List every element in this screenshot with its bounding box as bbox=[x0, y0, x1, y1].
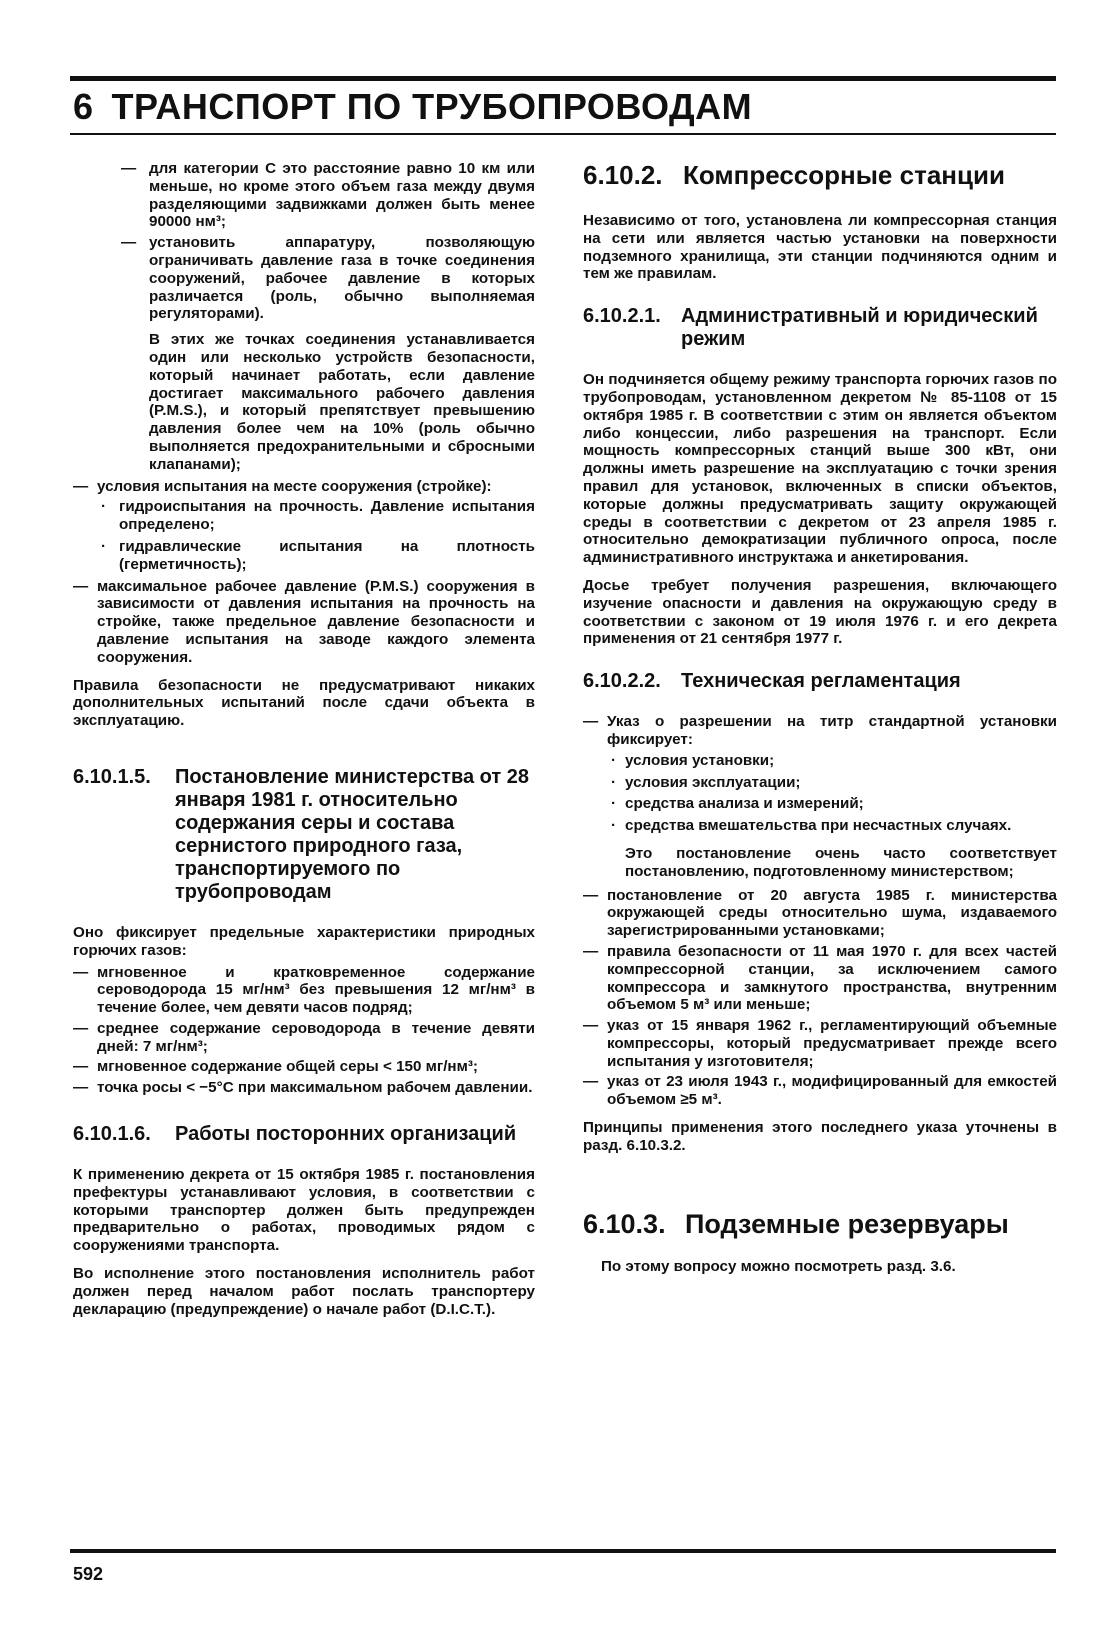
section-heading bbox=[583, 670, 1057, 693]
list-item-text: среднее содержание сероводорода в течение девяти дней: 7 мг/нм³; bbox=[97, 1019, 535, 1055]
list-item-text: мгновенное содержание общей серы < 150 мг/нм³; bbox=[97, 1058, 478, 1076]
list-item bbox=[583, 1017, 1057, 1070]
chapter-number: 6 bbox=[73, 86, 94, 127]
dash-marker: — bbox=[73, 1079, 89, 1097]
paragraph: По этому вопросу можно посмотреть разд. 3.6. bbox=[601, 1257, 956, 1275]
section-title: Техническая регламентация bbox=[681, 670, 961, 693]
paragraph: Это постановление очень часто соответствует постановлению, подготовленному министерством; bbox=[625, 844, 1057, 880]
page-number: 592 bbox=[73, 1564, 104, 1584]
paragraph: Принципы применения этого последнего указа уточнены в разд. 6.10.3.2. bbox=[583, 1119, 1057, 1154]
bullet-item bbox=[73, 538, 535, 574]
dash-marker: — bbox=[121, 160, 137, 177]
section-number: 6.10.2. bbox=[583, 160, 663, 190]
bullet-marker: · bbox=[611, 817, 617, 835]
list-item-text: указ от 15 января 1962 г., регламентирующий объемные компрессоры, который предусматривает прежде всего испытания у изготовителя; bbox=[607, 1017, 1057, 1070]
section-title: Компрессорные станции bbox=[683, 160, 1005, 190]
list-item-text: точка росы < −5°С при максимальном рабочем давлении. bbox=[97, 1079, 533, 1097]
section-heading bbox=[583, 160, 1057, 190]
section-number: 6.10.2.2. bbox=[583, 670, 661, 693]
list-item-text: указ от 23 июля 1943 г., модифицированный для емкостей объемом ≥5 м³. bbox=[607, 1073, 1057, 1109]
section-number: 6.10.1.6. bbox=[73, 1123, 151, 1146]
section-heading bbox=[583, 305, 1057, 351]
dash-marker: — bbox=[583, 713, 599, 731]
bullet-marker: · bbox=[101, 498, 107, 516]
chapter-title: ТРАНСПОРТ ПО ТРУБОПРОВОДАМ bbox=[111, 86, 753, 127]
dash-marker: — bbox=[583, 942, 599, 960]
list-item bbox=[583, 1073, 1057, 1109]
bullet-item-text: средства анализа и измерений; bbox=[625, 795, 864, 813]
bullet-item-text: средства вмешательства при несчастных случаях. bbox=[625, 817, 1012, 835]
bullet-marker: · bbox=[101, 537, 107, 555]
section-heading bbox=[583, 1209, 1057, 1240]
list-item-text: для категории С это расстояние равно 10 км или меньше, но кроме этого объем газа между двумя разделяющими задвижками должен быть менее 90000 нм³; bbox=[149, 160, 535, 231]
list-item-text: правила безопасности от 11 мая 1970 г. для всех частей компрессорной станции, за исключением самого компрессора и замкнутого пространства, внутренним объемом 5 м³ или меньше; bbox=[607, 942, 1057, 1014]
bullet-item bbox=[73, 498, 535, 534]
paragraph: Независимо от того, установлена ли компрессорная станция на сети или является частью установки на поверхности подземного хранилища, эти станции подчиняются одним и тем же правилам. bbox=[583, 212, 1057, 283]
list-item bbox=[73, 478, 535, 496]
list-item bbox=[73, 1058, 535, 1076]
bullet-item-text: условия эксплуатации; bbox=[625, 773, 801, 791]
header-rule-top bbox=[70, 76, 1056, 81]
paragraph: Досье требует получения разрешения, включающего изучение опасности и давления на окружающую среду в соответствии с законом от 19 июля 1976 г. и его декрета применения от 21 сентября 1977 г. bbox=[583, 576, 1057, 648]
section-heading bbox=[73, 766, 535, 904]
list-item bbox=[73, 1020, 535, 1056]
list-item bbox=[73, 578, 535, 667]
bullet-item bbox=[583, 795, 1057, 813]
section-title: Подземные резервуары bbox=[685, 1208, 1009, 1239]
section-number: 6.10.2.1. bbox=[583, 305, 661, 328]
dash-marker: — bbox=[583, 1017, 599, 1035]
bullet-item bbox=[583, 774, 1057, 792]
bullet-item bbox=[583, 752, 1057, 770]
dash-marker: — bbox=[583, 886, 599, 904]
bullet-item bbox=[583, 817, 1057, 835]
section-number: 6.10.3. bbox=[583, 1208, 666, 1239]
list-item bbox=[73, 234, 535, 323]
running-title bbox=[73, 86, 752, 128]
dash-marker: — bbox=[73, 1019, 89, 1037]
list-item-text: максимальное рабочее давление (P.M.S.) сооружения в зависимости от давления испытания на прочность на стройке, также предельное давление безопасности и давление испытания на заводе каждого элемента сооружения. bbox=[97, 577, 535, 666]
dash-marker: — bbox=[73, 477, 89, 495]
list-item bbox=[73, 964, 535, 1017]
paragraph: Он подчиняется общему режиму транспорта горючих газов по трубопроводам, установленном декретом № 85-1108 от 15 октября 1985 г. В соответствии с этим он является объектом либо концессии, либо разрешения на транспорт. Если мощность компрессорных станций выше 300 кВт, они должны иметь разрешение на эксплуатацию с точки зрения правил для установок, включенных в списки объектов, которые должны предусматривать защиту окружающей среды в соответствии с декретом от 23 апреля 1985 г. относительно демократизации публичного опроса, после административного инструктажа и анкетирования. bbox=[583, 371, 1057, 567]
bullet-item-text: гидроиспытания на прочность. Давление испытания определено; bbox=[119, 498, 535, 534]
paragraph: Оно фиксирует предельные характеристики природных горючих газов: bbox=[73, 923, 535, 959]
section-title: Работы посторонних организаций bbox=[175, 1123, 517, 1146]
dash-marker: — bbox=[583, 1073, 599, 1091]
right-column bbox=[583, 160, 1057, 1275]
list-item-text: условия испытания на месте сооружения (стройке): bbox=[97, 477, 492, 495]
bullet-marker: · bbox=[611, 751, 617, 769]
list-item bbox=[583, 943, 1057, 1014]
paragraph: Правила безопасности не предусматривают никаких дополнительных испытаний после сдачи объекта в эксплуатацию. bbox=[73, 676, 535, 730]
list-item-text: мгновенное и кратковременное содержание сероводорода 15 мг/нм³ без превышения 12 мг/нм³ в течение более, чем девяти часов подряд; bbox=[97, 963, 535, 1017]
dash-marker: — bbox=[73, 1058, 89, 1076]
section-title: Административный и юридический режим bbox=[681, 305, 1038, 351]
bullet-item-text: условия установки; bbox=[625, 751, 775, 769]
footer-rule bbox=[70, 1549, 1056, 1553]
list-item bbox=[73, 160, 535, 231]
section-title: Постановление министерства от 28 января 1981 г. относительно содержания серы и состава сернистого природного газа, транспортируемого по трубопроводам bbox=[175, 765, 529, 903]
list-item bbox=[583, 713, 1057, 749]
paragraph: В этих же точках соединения устанавливается один или несколько устройств безопасности, который начинает работать, если давление достигает максимального рабочего давления (P.M.S.), и который препятствует превышению давления более чем на 10% (роль обычно выполняется предохранительными и сбросными клапанами); bbox=[149, 331, 535, 473]
bullet-marker: · bbox=[611, 773, 617, 791]
list-item-text: установить аппаратуру, позволяющую ограничивать давление газа в точке соединения сооружений, рабочее давление в которых различается (роль, обычно выполняемая регуляторами). bbox=[149, 234, 535, 323]
list-item-text: постановление от 20 августа 1985 г. министерства окружающей среды относительно шума, издаваемого зарегистрированными установками; bbox=[607, 886, 1057, 940]
dash-marker: — bbox=[73, 963, 89, 981]
left-column bbox=[73, 160, 535, 1318]
paragraph: Во исполнение этого постановления исполнитель работ должен перед началом работ послать транспортеру декларацию (предупреждение) о начале работ (D.I.C.T.). bbox=[73, 1265, 535, 1318]
section-number: 6.10.1.5. bbox=[73, 765, 151, 788]
header-rule-bottom bbox=[70, 133, 1056, 135]
bullet-marker: · bbox=[611, 795, 617, 813]
list-item bbox=[583, 887, 1057, 940]
dash-marker: — bbox=[73, 577, 89, 595]
paragraph: К применению декрета от 15 октября 1985 г. постановления префектуры устанавливают условия, в соответствии с которыми транспортер должен быть предупрежден предварительно о работах, проводимых рядом с сооружениями транспорта. bbox=[73, 1166, 535, 1255]
bullet-item-text: гидравлические испытания на плотность (герметичность); bbox=[119, 537, 535, 573]
list-item-text: Указ о разрешении на титр стандартной установки фиксирует: bbox=[607, 713, 1057, 748]
section-heading bbox=[73, 1123, 535, 1146]
dash-marker: — bbox=[121, 234, 137, 252]
list-item bbox=[73, 1079, 535, 1097]
